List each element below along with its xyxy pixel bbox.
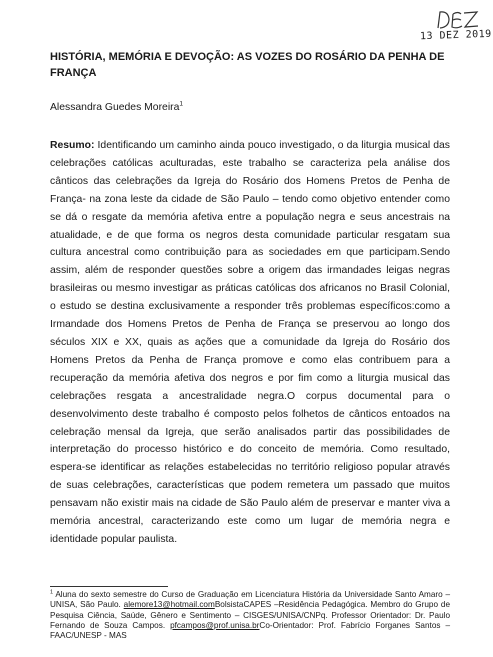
stamp-date: 13 DEZ 2019 — [419, 28, 492, 43]
author-name: Alessandra Guedes Moreira — [50, 102, 180, 113]
received-date-stamp — [420, 4, 490, 48]
author-line — [50, 102, 183, 113]
footnote-text-part-2: BolsistaCAPES –Residência Pedagógica. Membro do Grupo de Pesquisa Ciência, Saúde, Gênero e Sentimento – CISGES/UNISA/CNPq. Professor Orientador: Dr. Paulo Fernando de Souza Campos. — [50, 600, 450, 630]
footnote-divider — [50, 586, 168, 587]
footnote-text-part-1: Aluna do sexto semestre do Curso de Graduação em Licenciatura História da Universidade Santo Amaro – UNISA, São Paulo. — [50, 590, 450, 610]
abstract-paragraph — [50, 137, 450, 549]
author-footnote-ref: 1 — [179, 100, 183, 108]
abstract-label: Resumo: — [50, 140, 95, 151]
author-email-link[interactable]: alemore13@hotmail.com — [123, 600, 215, 610]
advisor-email-link[interactable]: pfcampos@prof.unisa.br — [170, 620, 260, 630]
abstract-text: Identificando um caminho ainda pouco investigado, o da liturgia musical das celebrações católicas aculturadas, este trabalho se caracteriza pela análise dos cânticos das celebrações da Igreja do Rosário dos Homens Pretos de Penha de França- na zona leste da cidade de São Paulo – tendo como objetivo entender como se dá o resgate da memória afetiva entre a população negra e seus ancestrais na atualidade, e de que forma os negros desta comunidade particular resgatam sua cultura ancestral como contribuição para as sociedades em que participam.Sendo assim, além de responder questões sobre a origem das irmandades leigas negras brasileiras ou mesmo investigar as práticas católicas dos africanos no Brasil Colonial, o estudo se destina exclusivamente a responder três problemas específicos:como a Irmandade dos Homens Pretos de Penha de França se preservou ao longo dos séculos XIX e XX, quais as ações que a comunidade da Igreja do Rosário dos Homens Pretos da Penha de França promove e como elas contribuem para a recuperação da memória afetiva dos negros e por fim como a liturgia musical das celebrações resgata a ancestralidade negra.O corpus documental para o desenvolvimento deste trabalho é composto pelos folhetos de cânticos entoados na celebração mensal da Igreja, que serão analisados partir das possibilidades de interpretação do processo histórico e do conceito de memória. Como resultado, espera-se identificar as relações estabelecidas no território religioso popular através de suas celebrações, características que podem remetera um passado que muitos pensavam não existir mais na cidade de São Paulo além de preservar e manter viva a memória ancestral, caracterizando este como um lugar de memória negra e identidade popular paulista. — [50, 140, 450, 545]
paper-title: HISTÓRIA, MEMÓRIA E DEVOÇÃO: AS VOZES DO ROSÁRIO DA PENHA DE FRANÇA — [50, 51, 445, 79]
footnote — [50, 590, 450, 641]
footnote-text-part-3: Co-Orientador: Prof. Fabrício Forganes Santos – FAAC/UNESP - MAS — [50, 620, 451, 641]
footnote-marker: 1 — [50, 589, 54, 596]
